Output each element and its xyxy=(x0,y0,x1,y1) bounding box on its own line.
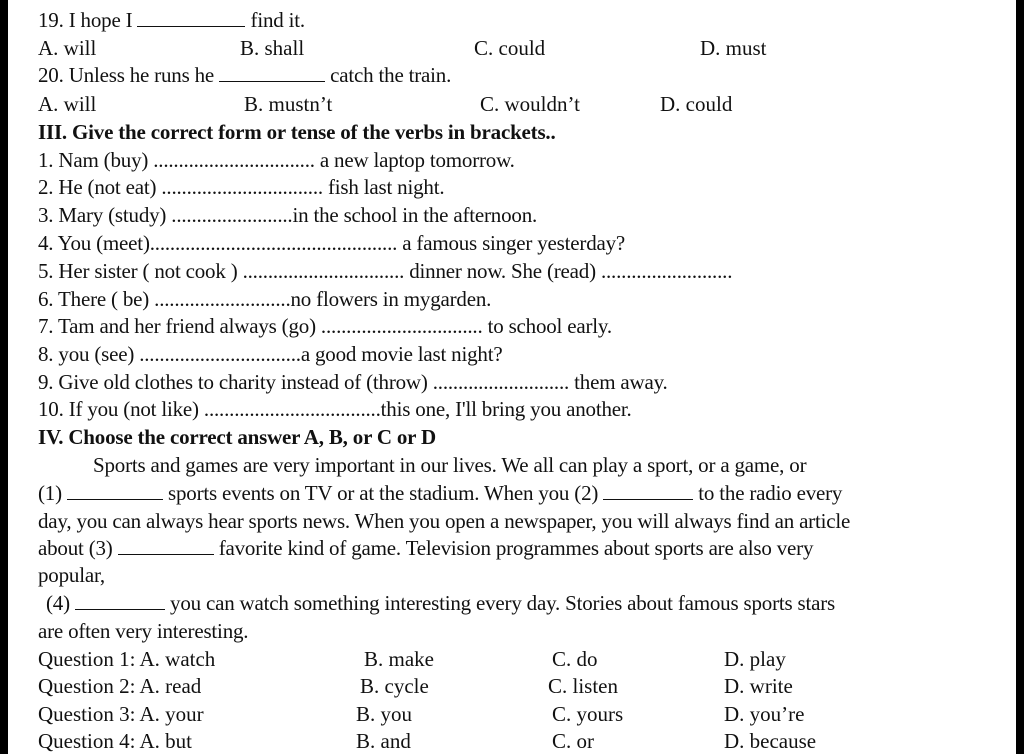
question-1-label: Question 1: A. watch xyxy=(38,647,216,671)
item-text-after: no flowers in mygarden. xyxy=(290,287,492,311)
worksheet-page xyxy=(8,0,1016,754)
answer-dots: ................................ xyxy=(320,314,483,338)
item-text-after: them away. xyxy=(569,370,668,394)
passage-text: favorite kind of game. Television programmes about sports are also very xyxy=(218,536,814,560)
blank-label: (4) xyxy=(46,591,70,615)
answer-dots: ................................ xyxy=(139,342,301,366)
blank-label: (1) xyxy=(38,481,62,505)
q20-option-d: D. could xyxy=(660,92,733,116)
passage-line: Sports and games are very important in our lives. We all can play a sport, or a game, or xyxy=(93,453,807,477)
item-text-after: in the school in the afternoon. xyxy=(292,203,538,227)
passage-line xyxy=(38,535,813,561)
question-3-option-d: D. you’re xyxy=(724,702,805,726)
question-3-option-c: C. yours xyxy=(552,702,624,726)
item-text: 8. you (see) xyxy=(38,342,140,366)
answer-dots: ................................... xyxy=(203,397,381,421)
passage-text: sports events on TV or at the stadium. When you (2) xyxy=(168,481,599,505)
item-text-after: a new laptop tomorrow. xyxy=(314,148,515,172)
verb-item xyxy=(38,313,612,339)
verb-item xyxy=(38,396,632,422)
passage-line xyxy=(38,480,842,506)
question-4-option-b: B. and xyxy=(356,729,411,753)
item-text-after: a good movie last night? xyxy=(300,342,503,366)
answer-dots: ................................ xyxy=(242,259,405,283)
verb-item xyxy=(38,341,502,367)
verb-item xyxy=(38,202,537,228)
verb-item xyxy=(38,230,625,256)
q19-option-c: C. could xyxy=(474,36,546,60)
answer-blank xyxy=(67,481,163,500)
question-19-text: 19. I hope I xyxy=(38,8,133,32)
passage-line: day, you can always hear sports news. When you open a newspaper, you will always find an article xyxy=(38,509,851,533)
item-text-after: dinner now. She (read) .......................... xyxy=(404,259,733,283)
question-1-option-d: D. play xyxy=(724,647,786,671)
question-2-label: Question 2: A. read xyxy=(38,674,202,698)
item-text: 1. Nam (buy) xyxy=(38,148,154,172)
passage-line xyxy=(46,590,835,616)
question-4-option-c: C. or xyxy=(552,729,594,753)
answer-dots: ........................ xyxy=(171,203,293,227)
question-19-stem xyxy=(38,7,305,33)
section-3-heading: III. Give the correct form or tense of the verbs in brackets.. xyxy=(38,120,556,144)
answer-dots: ........................... xyxy=(154,287,291,311)
answer-blank xyxy=(137,8,245,27)
q19-option-b: B. shall xyxy=(240,36,305,60)
question-3-option-b: B. you xyxy=(356,702,413,726)
question-1-option-c: C. do xyxy=(552,647,598,671)
item-text: 7. Tam and her friend always (go) xyxy=(38,314,321,338)
verb-item xyxy=(38,286,491,312)
verb-item xyxy=(38,258,732,284)
question-4-option-d: D. because xyxy=(724,729,817,753)
question-20-text-after: catch the train. xyxy=(330,63,452,87)
verb-item xyxy=(38,369,668,395)
section-4-heading: IV. Choose the correct answer A, B, or C or D xyxy=(38,425,436,449)
passage-line: are often very interesting. xyxy=(38,619,249,643)
q20-option-b: B. mustn’t xyxy=(244,92,333,116)
answer-dots: ........................... xyxy=(432,370,570,394)
item-text: 9. Give old clothes to charity instead of (throw) xyxy=(38,370,433,394)
item-text: 10. If you (not like) xyxy=(38,397,204,421)
passage-text: to the radio every xyxy=(698,481,843,505)
question-19-text-after: find it. xyxy=(250,8,305,32)
answer-blank xyxy=(219,63,325,82)
question-3-label: Question 3: A. your xyxy=(38,702,204,726)
item-text: 5. Her sister ( not cook ) xyxy=(38,259,243,283)
question-4-label: Question 4: A. but xyxy=(38,729,193,753)
question-1-option-b: B. make xyxy=(364,647,434,671)
passage-text: you can watch something interesting every day. Stories about famous sports stars xyxy=(170,591,836,615)
answer-blank xyxy=(75,591,165,610)
item-text-after: a famous singer yesterday? xyxy=(397,231,626,255)
verb-item xyxy=(38,174,444,200)
answer-blank xyxy=(118,536,214,555)
item-text-after: this one, I'll bring you another. xyxy=(380,397,632,421)
question-2-option-b: B. cycle xyxy=(360,674,429,698)
item-text: 6. There ( be) xyxy=(38,287,155,311)
passage-line: popular, xyxy=(38,563,105,587)
item-text: 3. Mary (study) xyxy=(38,203,172,227)
question-20-text: 20. Unless he runs he xyxy=(38,63,215,87)
question-2-option-d: D. write xyxy=(724,674,793,698)
answer-blank xyxy=(603,481,693,500)
answer-dots: ................................ xyxy=(153,148,315,172)
q19-option-a: A. will xyxy=(38,36,97,60)
question-20-stem xyxy=(38,62,451,88)
answer-dots: ................................ xyxy=(161,175,323,199)
q19-option-d: D. must xyxy=(700,36,767,60)
item-text: 4. You (meet) xyxy=(38,231,150,255)
item-text-after: fish last night. xyxy=(322,175,445,199)
blank-label: about (3) xyxy=(38,536,113,560)
item-text-after: to school early. xyxy=(482,314,612,338)
q20-option-c: C. wouldn’t xyxy=(480,92,580,116)
question-2-option-c: C. listen xyxy=(548,674,619,698)
q20-option-a: A. will xyxy=(38,92,97,116)
item-text: 2. He (not eat) xyxy=(38,175,162,199)
answer-dots: ................................................. xyxy=(149,231,398,255)
verb-item xyxy=(38,147,515,173)
